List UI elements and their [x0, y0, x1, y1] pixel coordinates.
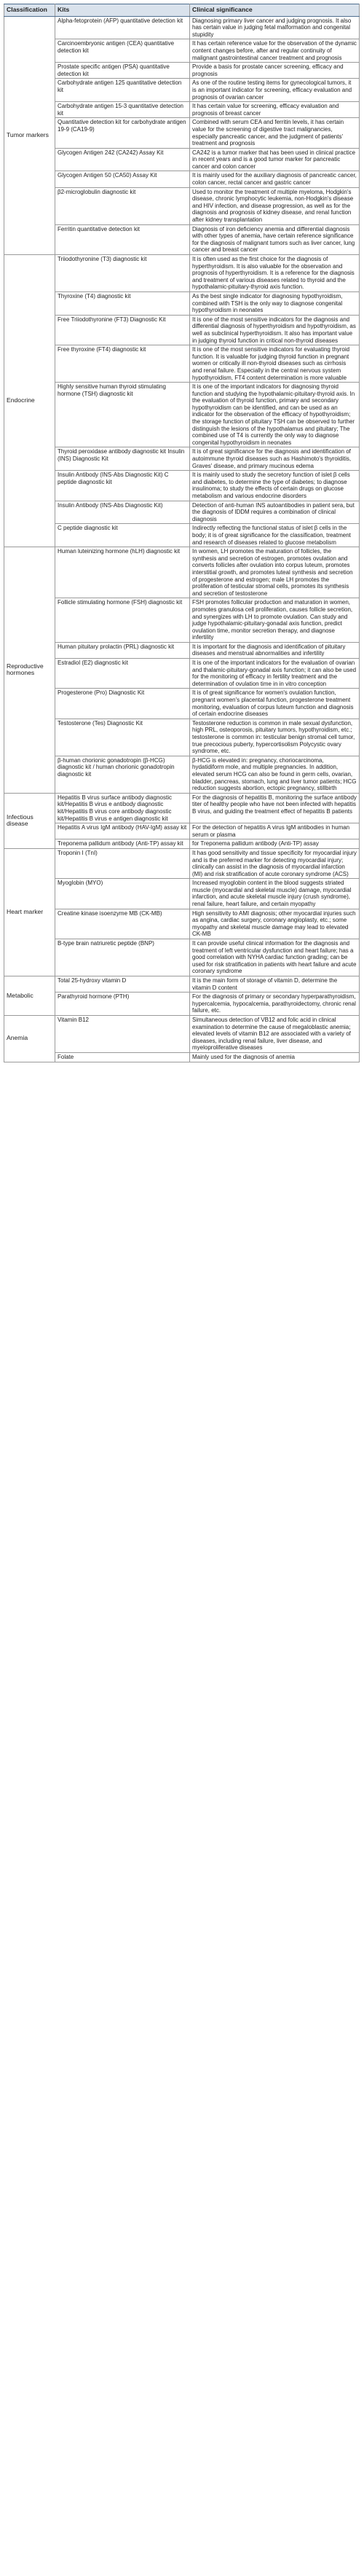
- clinical-significance-cell: It is one of the important indicators for diagnosing thyroid function and studying the hypothalamic-pituitary-thyroid axis. In the evaluation of thyroid function, primary and secondary hypothyroidism can be identified, and can be used as an indicator for the observation of the efficacy of hypothyroidism; the storage function of pituitary TSH can be observed to further distinguish the lesions of the hypothalamus and pituitary; The combined use of T4 is currently the only way to diagnose congenital hypothyroidism in neonates: [190, 383, 360, 447]
- table-row: [4, 839, 360, 849]
- clinical-significance-cell: Increased myoglobin content in the blood suggests striated muscle (myocardial and skeletal muscle) damage, myocardial infarction, and acute skeletal muscle injury (crush syndrome), renal failure, heart failure, and certain myopathy: [190, 879, 360, 909]
- kit-cell: β2-microglobulin diagnostic kit: [55, 187, 190, 224]
- kit-cell: Treponema pallidum antibody (Anti-TP) assay kit: [55, 839, 190, 849]
- kit-cell: Human pituitary prolactin (PRL) diagnostic kit: [55, 642, 190, 658]
- clinical-significance-cell: It has certain value for screening, efficacy evaluation and prognosis of breast cancer: [190, 102, 360, 118]
- kit-cell: β-human chorionic gonadotropin (β-HCG) diagnostic kit / human chorionic gonadotropin diagnostic kit: [55, 756, 190, 793]
- clinical-significance-cell: FSH promotes follicular production and maturation in women, promotes granulosa cell proliferation, causes follicle secretion, and synergizes with LH to promote ovulation. Can study and judge hypothalamic-pituitary-gonadal axis function, predict ovulation time, monitor secretion therapy, and diagnose infertility: [190, 598, 360, 643]
- table-row: [4, 16, 360, 39]
- classification-cell: Infectious disease: [4, 793, 55, 848]
- clinical-significance-cell: It is the main form of storage of vitamin D, determine the vitamin D content: [190, 976, 360, 993]
- kit-cell: Carcinoembryonic antigen (CEA) quantitative detection kit: [55, 39, 190, 63]
- table-row: [4, 879, 360, 909]
- table-row: [4, 1052, 360, 1062]
- clinical-significance-cell: For the diagnosis of hepatitis B, monitoring the surface antibody titer of healthy people who have not been infected with hepatitis B virus, and guiding the treatment effect of hepatitis B patients: [190, 793, 360, 823]
- clinical-significance-cell: It is mainly used for the auxiliary diagnosis of pancreatic cancer, colon cancer, rectal cancer and gastric cancer: [190, 171, 360, 187]
- kit-cell: Carbohydrate antigen 125 quantitative detection kit: [55, 79, 190, 102]
- table-row: [4, 255, 360, 292]
- kit-cell: Testosterone (Tes) Diagnostic Kit: [55, 719, 190, 756]
- kit-cell: Insulin Antibody (INS-Abs Diagnostic Kit): [55, 501, 190, 524]
- clinical-significance-cell: It is of great significance for the diagnosis and identification of autoimmune thyroid diseases such as Hashimoto's thyroiditis, Graves' disease, and primary mucinous edema: [190, 447, 360, 471]
- clinical-significance-cell: Diagnosing primary liver cancer and judging prognosis. It also has certain value in judging fetal malformation and congenital stupidity: [190, 16, 360, 39]
- kit-cell: Free Triiodothyronine (FT3) Diagnostic Kit: [55, 315, 190, 345]
- table-row: [4, 756, 360, 793]
- table-row: [4, 79, 360, 102]
- table-row: [4, 689, 360, 719]
- clinical-significance-cell: Diagnosis of iron deficiency anemia and differential diagnosis with other types of anemia, have certain reference significance for the diagnosis of malignant tumors such as liver cancer, lung cancer and breast cancer: [190, 224, 360, 254]
- clinical-significance-cell: Testosterone reduction is common in male sexual dysfunction, high PRL, osteoporosis, pituitary tumors, hypothyroidism, etc.; testosterone is common in: testicular benign stromal cell tumor, true precocious puberty, hypercortisolism Polycystic ovary syndrome, etc.: [190, 719, 360, 756]
- table-row: [4, 39, 360, 63]
- clinical-significance-cell: For the detection of hepatitis A virus IgM antibodies in human serum or plasma: [190, 823, 360, 839]
- clinical-significance-cell: Detection of anti-human INS autoantibodies in patient sera, but the diagnosis of IDDM requires a combination of clinical diagnosis: [190, 501, 360, 524]
- kit-cell: Progesterone (Pro) Diagnostic Kit: [55, 689, 190, 719]
- table-row: [4, 63, 360, 79]
- clinical-significance-cell: In women, LH promotes the maturation of follicles, the synthesis and secretion of estrogen, promotes ovulation and converts follicles after ovulation into corpus luteum, promotes interstitial growth, and promotes luteal synthesis and secretion of progesterone and estrogen; male LH promotes the proliferation of testicular stromal cells, promotes its synthesis and secretion of testosterone: [190, 547, 360, 598]
- kit-cell: C peptide diagnostic kit: [55, 524, 190, 547]
- classification-cell: Endocrine: [4, 255, 55, 547]
- clinical-significance-cell: β-HCG is elevated in: pregnancy, choriocarcinoma, hydatidiform mole, and multiple pregnancies. In addition, elevated serum HCG can also be found in germ cells, ovarian, bladder, pancreas, stomach, lung and liver tumor patients; HCG reduction suggests abortion, ectopic pregnancy, stillbirth: [190, 756, 360, 793]
- clinical-significance-cell: It has certain reference value for the observation of the dynamic content changes before, after and regular continuity of malignant gastrointestinal cancer treatment and prognosis: [190, 39, 360, 63]
- clinical-significance-cell: Indirectly reflecting the functional status of islet β cells in the body; it is of great significance for the classification, treatment and research of diseases related to glucose metabolism: [190, 524, 360, 547]
- table-body: [4, 16, 360, 1062]
- table-row: [4, 345, 360, 383]
- kit-cell: Prostate specific antigen (PSA) quantitative detection kit: [55, 63, 190, 79]
- classification-cell: Reproductive hormones: [4, 547, 55, 794]
- kit-cell: Highly sensitive human thyroid stimulating hormone (TSH) diagnostic kit: [55, 383, 190, 447]
- kit-cell: Ferritin quantitative detection kit: [55, 224, 190, 254]
- table-row: [4, 848, 360, 878]
- kit-cell: Triiodothyronine (T3) diagnostic kit: [55, 255, 190, 292]
- kit-cell: Human luteinizing hormone (hLH) diagnostic kit: [55, 547, 190, 598]
- clinical-significance-cell: It is important for the diagnosis and identification of pituitary diseases and menstrual abnormalities and infertility: [190, 642, 360, 658]
- kit-cell: Glycogen Antigen 242 (CA242) Assay Kit: [55, 148, 190, 171]
- clinical-significance-cell: Simultaneous detection of VB12 and folic acid in clinical examination to determine the cause of megaloblastic anemia; elevated levels of vitamin B12 are associated with a variety of diseases, including renal failure, liver disease, and myeloproliferative diseases: [190, 1015, 360, 1052]
- table-row: [4, 187, 360, 224]
- header-classification: Classification: [4, 4, 55, 17]
- classification-cell: Metabolic: [4, 976, 55, 1016]
- kit-cell: Creatine kinase isoenzyme MB (CK-MB): [55, 909, 190, 939]
- clinical-significance-cell: Provide a basis for prostate cancer screening, efficacy and prognosis: [190, 63, 360, 79]
- kit-cell: Quantitative detection kit for carbohydrate antigen 19-9 (CA19-9): [55, 118, 190, 148]
- header-row: [4, 4, 360, 17]
- clinical-significance-cell: As one of the routine testing items for gynecological tumors, it is an important indicator for screening, efficacy evaluation and prognosis of ovarian cancer: [190, 79, 360, 102]
- classification-cell: Anemia: [4, 1015, 55, 1062]
- table-row: [4, 993, 360, 1016]
- clinical-significance-cell: Mainly used for the diagnosis of anemia: [190, 1052, 360, 1062]
- clinical-significance-cell: for Treponema pallidum antibody (Anti-TP) assay: [190, 839, 360, 849]
- kit-cell: Myoglobin (MYO): [55, 879, 190, 909]
- classification-cell: Heart marker: [4, 848, 55, 976]
- table-row: [4, 793, 360, 823]
- table-row: [4, 642, 360, 658]
- table-row: [4, 939, 360, 976]
- kit-cell: Folate: [55, 1052, 190, 1062]
- kit-cell: Hepatitis A virus IgM antibody (HAV-IgM) assay kit: [55, 823, 190, 839]
- clinical-significance-cell: It is one of the most sensitive indicators for evaluating thyroid function. It is valuable for judging thyroid function in pregnant women or critically ill non-thyroid diseases such as cirrhosis and renal failure. Especially in the central nervous system hypothyroidism, FT4 content determination is more valuable: [190, 345, 360, 383]
- kit-cell: Thyroxine (T4) diagnostic kit: [55, 291, 190, 315]
- table-row: [4, 524, 360, 547]
- kit-cell: Total 25-hydroxy vitamin D: [55, 976, 190, 993]
- kit-cell: Glycogen Antigen 50 (CA50) Assay Kit: [55, 171, 190, 187]
- table-row: [4, 148, 360, 171]
- table-row: [4, 224, 360, 254]
- clinical-significance-cell: It is one of the most sensitive indicators for the diagnosis and differential diagnosis of hyperthyroidism and hypothyroidism, as well as subclinical hyperthyroidism. It also has important value in judging thyroid function in critical non-thyroid diseases: [190, 315, 360, 345]
- table-row: [4, 547, 360, 598]
- kit-cell: Carbohydrate antigen 15-3 quantitative detection kit: [55, 102, 190, 118]
- table-row: [4, 291, 360, 315]
- table-row: [4, 102, 360, 118]
- clinical-significance-cell: As the best single indicator for diagnosing hypothyroidism, combined with TSH is the only way to diagnose congenital hypothyroidism in neonates: [190, 291, 360, 315]
- clinical-significance-cell: For the diagnosis of primary or secondary hyperparathyroidism, hypercalcemia, hypocalcemia, parathyroidectomy, chronic renal failure, etc.: [190, 993, 360, 1016]
- clinical-significance-cell: It is often used as the first choice for the diagnosis of hyperthyroidism. It is also valuable for the observation and prognosis of hyperthyroidism. It is a reference for the diagnosis and treatment of various diseases related to thyroid and the hypothalamic-pituitary-thyroid axis function.: [190, 255, 360, 292]
- kit-cell: Vitamin B12: [55, 1015, 190, 1052]
- table-row: [4, 118, 360, 148]
- clinical-significance-cell: Combined with serum CEA and ferritin levels, it has certain value for the screening of digestive tract malignancies, especially pancreatic cancer, and the judgment of patients' treatment and prognosis: [190, 118, 360, 148]
- classification-cell: Tumor markers: [4, 16, 55, 254]
- table-row: [4, 976, 360, 993]
- kit-cell: Troponin I (TnI): [55, 848, 190, 878]
- clinical-significance-cell: High sensitivity to AMI diagnosis; other myocardial injuries such as angina, cardiac surgery, coronary angioplasty, etc.; some myopathy and skeletal muscle damage may lead to elevated CK-MB: [190, 909, 360, 939]
- table-row: [4, 1015, 360, 1052]
- table-row: [4, 823, 360, 839]
- kit-cell: B-type brain natriuretic peptide (BNP): [55, 939, 190, 976]
- table-row: [4, 909, 360, 939]
- kits-table: [4, 4, 360, 1062]
- kit-cell: Hepatitis B virus surface antibody diagnostic kit/Hepatitis B virus e antibody diagnostic kit/Hepatitis B virus core antibody diagnostic kit/Hepatitis B virus e antigen diagnostic kit: [55, 793, 190, 823]
- table-row: [4, 471, 360, 501]
- table-row: [4, 447, 360, 471]
- header-kits: Kits: [55, 4, 190, 17]
- clinical-significance-cell: It is of great significance for women's ovulation function, pregnant women's placental function, progesterone treatment monitoring, evaluation of corpus luteum function and diagnosis of certain endocrine diseases: [190, 689, 360, 719]
- kit-cell: Parathyroid hormone (PTH): [55, 993, 190, 1016]
- kit-cell: Alpha-fetoprotein (AFP) quantitative detection kit: [55, 16, 190, 39]
- clinical-significance-cell: It is one of the important indicators for the evaluation of ovarian and thalamic-pituitary-gonadal axis function; it can also be used for the monitoring of efficacy in fertility treatment and the determination of ovulation time in in vitro conception: [190, 659, 360, 689]
- clinical-significance-cell: It is mainly used to study the secretory function of islet β cells and diabetes, to determine the type of diabetes; to diagnose insulinoma; to study the effects of certain drugs on glucose metabolism and various endocrine disorders: [190, 471, 360, 501]
- table-row: [4, 598, 360, 643]
- table-row: [4, 719, 360, 756]
- table-row: [4, 659, 360, 689]
- table-row: [4, 501, 360, 524]
- kit-cell: Insulin Antibody (INS-Abs Diagnostic Kit) C peptide diagnostic kit: [55, 471, 190, 501]
- clinical-significance-cell: It has good sensitivity and tissue specificity for myocardial injury and is the preferred marker for detecting myocardial injury; clinically can assist in the diagnosis of myocardial infarction (MI) and risk stratification of acute coronary syndrome (ACS): [190, 848, 360, 878]
- kit-cell: Thyroid peroxidase antibody diagnostic kit Insulin (INS) Diagnostic Kit: [55, 447, 190, 471]
- kit-cell: Free thyroxine (FT4) diagnostic kit: [55, 345, 190, 383]
- clinical-significance-cell: It can provide useful clinical information for the diagnosis and treatment of left ventricular dysfunction and heart failure; has a good correlation with NYHA cardiac function grading; can be used for risk stratification in patients with heart failure and acute coronary syndrome: [190, 939, 360, 976]
- clinical-significance-cell: Used to monitor the treatment of multiple myeloma, Hodgkin's disease, chronic lymphocytic leukemia, non-Hodgkin's disease and HIV infection, and disease progression, as well as for the diagnosis and prognosis of kidney disease, and renal function after kidney transplantation: [190, 187, 360, 224]
- table-row: [4, 171, 360, 187]
- clinical-significance-cell: CA242 is a tumor marker that has been used in clinical practice in recent years and is a good tumor marker for pancreatic cancer and colon cancer: [190, 148, 360, 171]
- table-row: [4, 383, 360, 447]
- kit-cell: Follicle stimulating hormone (FSH) diagnostic kit: [55, 598, 190, 643]
- kit-cell: Estradiol (E2) diagnostic kit: [55, 659, 190, 689]
- table-row: [4, 315, 360, 345]
- header-clinical-significance: Clinical significance: [190, 4, 360, 17]
